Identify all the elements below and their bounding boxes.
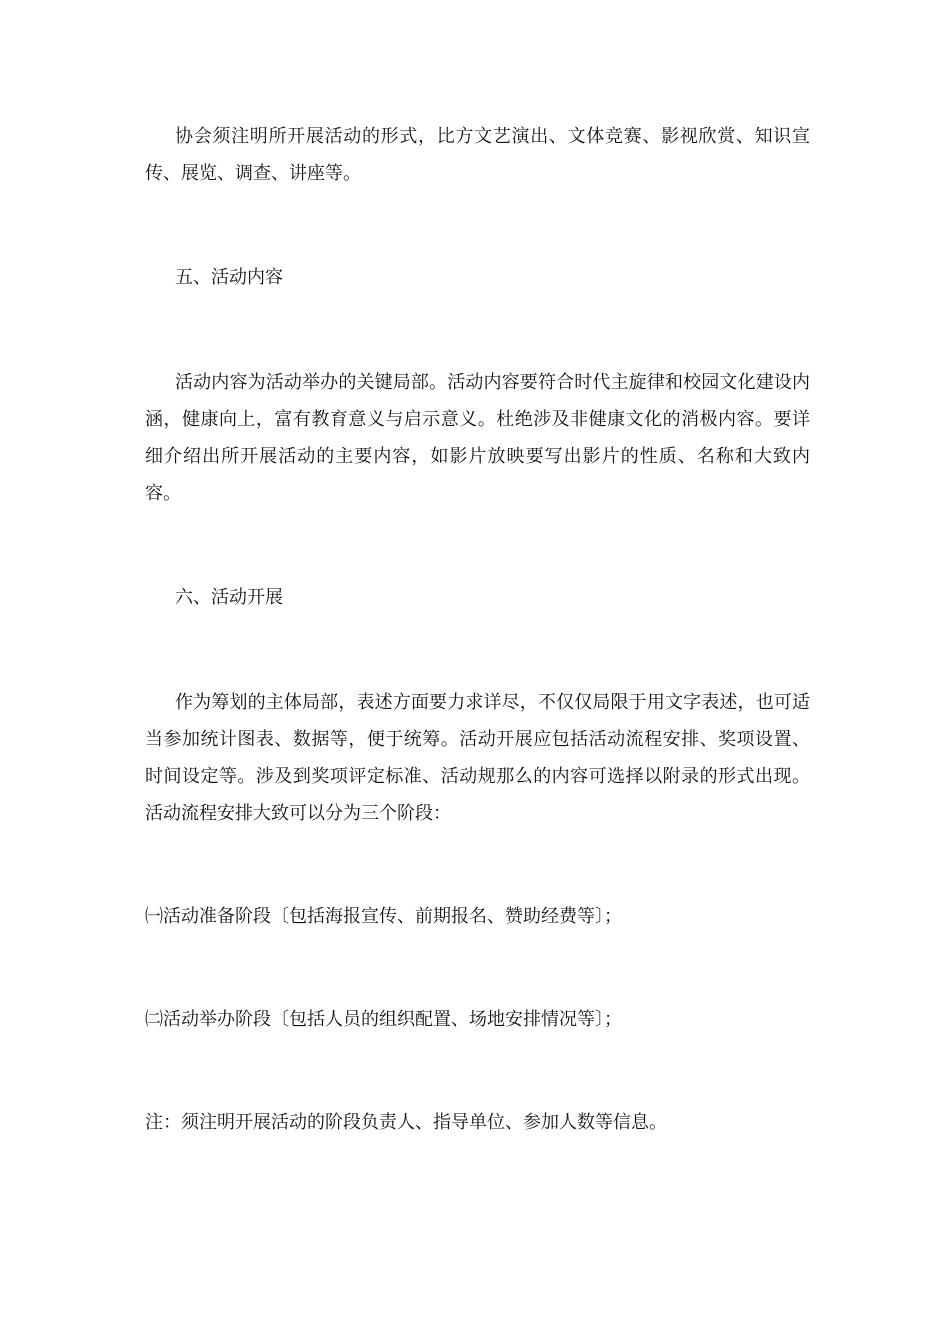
section-heading-activity-execution: 六、活动开展: [175, 587, 283, 608]
paragraph-activity-form: 协会须注明所开展活动的形式，比方文艺演出、文体竞赛、影视欣赏、知识宣传、展览、调查、讲座等。: [145, 126, 810, 184]
note-paragraph: 注：须注明开展活动的阶段负责人、指导单位、参加人数等信息。: [145, 1112, 667, 1133]
stage-hosting: ㈡活动举办阶段〔包括人员的组织配置、场地安排情况等〕；: [145, 1009, 622, 1030]
section-heading-activity-content: 五、活动内容: [175, 267, 283, 288]
stage-preparation: ㈠活动准备阶段〔包括海报宣传、前期报名、赞助经费等〕；: [145, 906, 622, 927]
paragraph-activity-execution: 作为筹划的主体局部，表述方面要力求详尽，不仅仅局限于用文字表述，也可适当参加统计图表、数据等，便于统筹。活动开展应包括活动流程安排、奖项设置、时间设定等。涉及到奖项评定标准、活动规那么的内容可选择以附录的形式出现。活动流程安排大致可以分为三个阶段：: [145, 692, 810, 824]
paragraph-activity-content: 活动内容为活动举办的关键局部。活动内容要符合时代主旋律和校园文化建设内涵，健康向上，富有教育意义与启示意义。杜绝涉及非健康文化的消极内容。要详细介绍出所开展活动的主要内容，如影片放映要写出影片的性质、名称和大致内容。: [145, 372, 810, 504]
